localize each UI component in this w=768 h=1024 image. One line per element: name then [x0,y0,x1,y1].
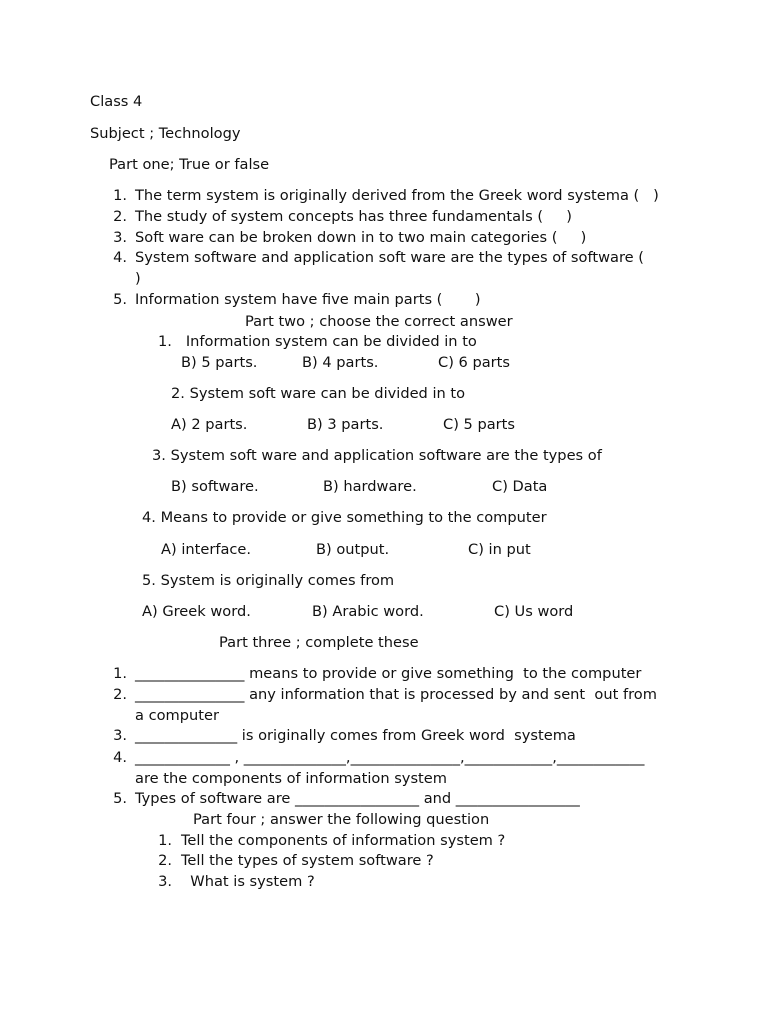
item-number: 2. [158,852,172,869]
item-number: 1. [158,832,172,849]
true-false-statement: System software and application soft ware are the types of software ( [135,249,644,266]
item-number: 3. [113,229,127,246]
mc-option: A) Greek word. [142,603,251,620]
mc-option: C) Us word [494,603,574,620]
mc-option: B) software. [171,478,259,495]
mc-question: 3. System soft ware and application software are the types of [152,447,602,464]
fill-in-statement: ______________ is originally comes from Greek word systema [135,727,576,744]
part-four-heading: Part four ; answer the following question [193,811,490,828]
mc-option: B) hardware. [323,478,417,495]
fill-in-statement: _______________ any information that is processed by and sent out from [135,686,657,703]
class-label: Class 4 [90,93,143,110]
mc-option: B) 5 parts. [181,354,258,371]
item-number: 5. [113,790,127,807]
true-false-statement: The term system is originally derived from the Greek word systema ( ) [135,187,659,204]
open-question: Tell the components of information system ? [181,832,506,849]
item-number: 4. [113,749,127,766]
item-number: 1. [113,187,127,204]
fill-in-statement-continuation: are the components of information system [135,770,447,787]
item-number: 2. [113,208,127,225]
mc-option: A) interface. [161,541,252,558]
item-number: 1. [113,665,127,682]
true-false-statement-continuation: ) [135,270,141,287]
mc-option: C) in put [468,541,531,558]
part-two-heading: Part two ; choose the correct answer [245,313,513,330]
mc-question: 4. Means to provide or give something to the computer [142,509,547,526]
true-false-statement: Information system have five main parts ( ) [135,291,481,308]
mc-option: C) 5 parts [443,416,515,433]
item-number: 4. [113,249,127,266]
mc-option: B) 4 parts. [302,354,379,371]
item-number: 3. [158,873,172,890]
fill-in-statement: _____________ , ______________,_______________,____________,____________ [135,749,645,766]
open-question: Tell the types of system software ? [181,852,434,869]
mc-question: 2. System soft ware can be divided in to [171,385,466,402]
open-question: What is system ? [181,873,315,890]
true-false-statement: The study of system concepts has three fundamentals ( ) [135,208,572,225]
item-number: 3. [113,727,127,744]
mc-option: C) 6 parts [438,354,510,371]
mc-question: 5. System is originally comes from [142,572,395,589]
mc-option: A) 2 parts. [171,416,248,433]
fill-in-statement: _______________ means to provide or give something to the computer [135,665,642,682]
part-three-heading: Part three ; complete these [219,634,419,651]
mc-option: B) output. [316,541,390,558]
mc-option: B) 3 parts. [307,416,384,433]
fill-in-statement: Types of software are _________________ and _________________ [135,790,580,807]
mc-question: 1. Information system can be divided in to [158,333,477,350]
mc-option: C) Data [492,478,548,495]
item-number: 2. [113,686,127,703]
subject-label: Subject ; Technology [90,125,241,142]
item-number: 5. [113,291,127,308]
fill-in-statement-continuation: a computer [135,707,219,724]
part-one-heading: Part one; True or false [109,156,270,173]
mc-option: B) Arabic word. [312,603,424,620]
true-false-statement: Soft ware can be broken down in to two main categories ( ) [135,229,587,246]
